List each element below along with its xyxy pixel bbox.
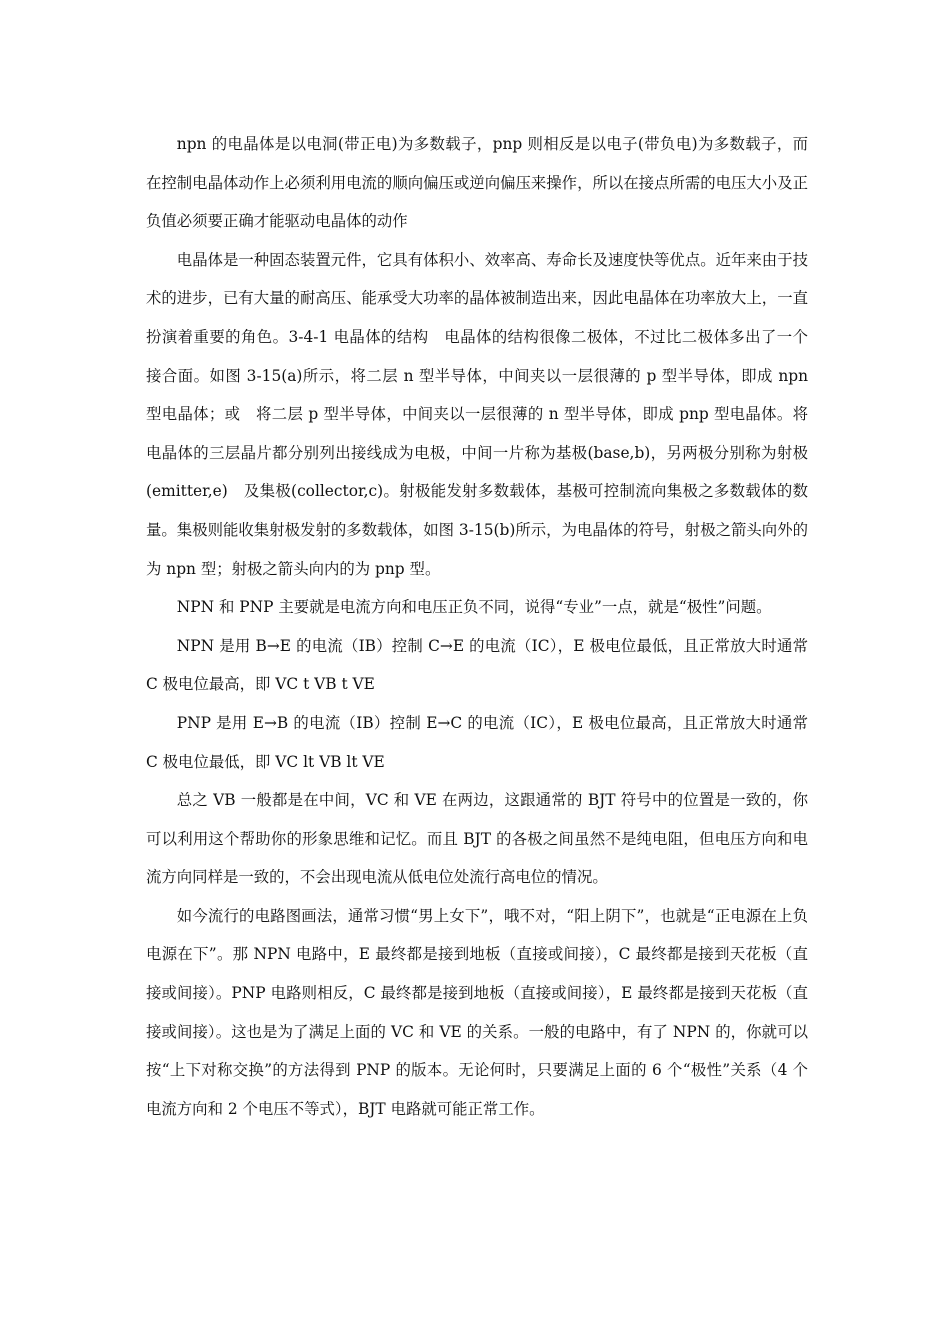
paragraph-vb-middle: 总之 VB 一般都是在中间，VC 和 VE 在两边，这跟通常的 BJT 符号中的位置是一致的，你可以利用这个帮助你的形象思维和记忆。而且 BJT 的各极之间虽然不是纯电阻，但电压方向和电流方向同样是一致的，不会出现电流从低电位处流行高电位的情况。 xyxy=(146,791,808,887)
paragraph-circuit-drawing: 如今流行的电路图画法，通常习惯“男上女下”，哦不对，“阳上阴下”，也就是“正电源在上负电源在下”。那 NPN 电路中，E 最终都是接到地板（直接或间接），C 最终都是接到天花板（直接或间接）。PNP 电路则相反，C 最终都是接到地板（直接或间接），E 最终都是接到天花板（直接或间接）。这也是为了满足上面的 VC 和 VE 的关系。一般的电路中，有了 NPN 的，你就可以按“上下对称交换”的方法得到 PNP 的版本。无论何时，只要满足上面的 6 个“极性”关系（4 个电流方向和 2 个电压不等式），BJT 电路就可能正常工作。 xyxy=(146,906,808,1118)
paragraph-transistor-structure: 电晶体是一种固态装置元件，它具有体积小、效率高、寿命长及速度快等优点。近年来由于技术的进步，已有大量的耐高压、能承受大功率的晶体被制造出来，因此电晶体在功率放大上，一直扮演着重要的角色。3-4-1 电晶体的结构 电晶体的结构很像二极体，不过比二极体多出了一个 接合面。如图 3-15(a)所示，将二层 n 型半导体，中间夹以一层很薄的 p 型半导体，即成 npn 型电晶体；或 将二层 p 型半导体，中间夹以一层很薄的 n 型半导体，即成 pnp 型电晶体。将电晶体的三层晶片都分别列出接线成为电极，中间一片称为基极(base,b)，另两极分别称为射极(emitter,e) 及集极(collector,c)。射极能发射多数载体，基极可控制流向集极之多数载体的数量。集极则能收集射极发射的多数载体，如图 3-15(b)所示，为电晶体的符号，射极之箭头向外的为 npn 型；射极之箭头向内的为 pnp 型。 xyxy=(146,250,824,578)
document-body xyxy=(146,125,824,1128)
paragraph-npn-pnp-polarity: NPN 和 PNP 主要就是电流方向和电压正负不同，说得“专业”一点，就是“极性”问题。 xyxy=(176,598,772,617)
paragraph-pnp-current: PNP 是用 E→B 的电流（IB）控制 E→C 的电流（IC），E 极电位最高，且正常放大时通常 C 极电位最低，即 VC lt VB lt VE xyxy=(146,713,808,771)
paragraph-npn-current: NPN 是用 B→E 的电流（IB）控制 C→E 的电流（IC），E 极电位最低，且正常放大时通常 C 极电位最高，即 VC t VB t VE xyxy=(146,636,808,694)
paragraph-npn-carriers: npn 的电晶体是以电洞(带正电)为多数载子，pnp 则相反是以电子(带负电)为多数载子，而在控制电晶体动作上必须利用电流的顺向偏压或逆向偏压来操作，所以在接点所需的电压大小及正负值必须要正确才能驱动电晶体的动作 xyxy=(146,135,808,231)
